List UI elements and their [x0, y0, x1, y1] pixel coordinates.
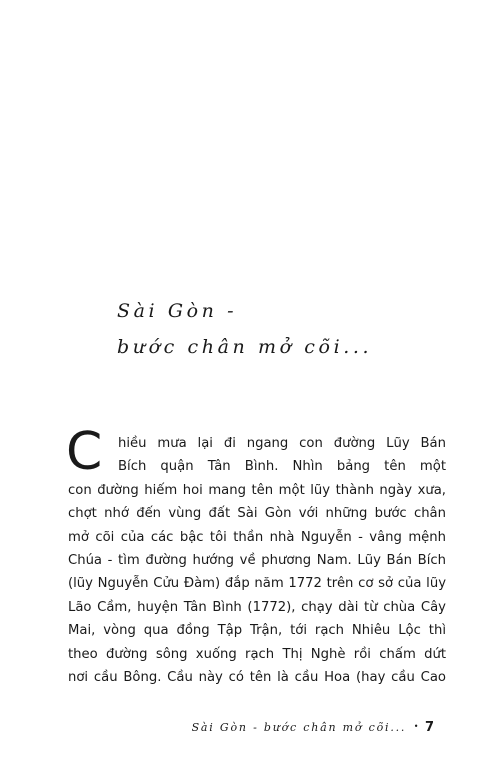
page-number: 7: [424, 720, 434, 735]
body-line: mở cõi của các bậc tôi thần nhà Nguyễn - vâng mệnh: [68, 529, 446, 545]
chapter-title: [117, 293, 372, 365]
chapter-title-line-2: bước chân mở cõi...: [117, 336, 373, 358]
body-line: Chúa - tìm đường hướng về phương Nam. Lũy Bán Bích: [68, 553, 446, 569]
body-line: (lũy Nguyễn Cửu Đàm) đắp năm 1772 trên cơ sở của lũy: [68, 576, 446, 592]
body-line: Bích quận Tân Bình. Nhìn bảng tên một: [118, 459, 446, 475]
body-line: Lão Cầm, huyện Tân Bình (1772), chạy dài từ chùa Cây: [68, 599, 446, 615]
running-footer: [192, 720, 434, 735]
body-line: Mai, vòng qua đồng Tập Trận, tới rạch Nhiêu Lộc thì: [68, 623, 446, 639]
body-line: chợt nhớ đến vùng đất Sài Gòn với những bước chân: [68, 506, 446, 522]
drop-cap: C: [66, 422, 103, 482]
body-paragraph: [66, 422, 446, 689]
chapter-title-line-1: Sài Gòn -: [117, 300, 238, 322]
body-line: con đường hiếm hoi mang tên một lũy thành ngày xưa,: [68, 482, 446, 498]
bullet-icon: •: [413, 722, 419, 731]
body-line: theo đường sông xuống rạch Thị Nghè rồi chấm dứt: [68, 646, 446, 662]
running-title: Sài Gòn - bước chân mở cõi...: [191, 721, 407, 734]
body-line: hiều mưa lại đi ngang con đường Lũy Bán: [118, 436, 446, 451]
body-line: nơi cầu Bông. Cầu này có tên là cầu Hoa (hay cầu Cao: [68, 670, 446, 686]
